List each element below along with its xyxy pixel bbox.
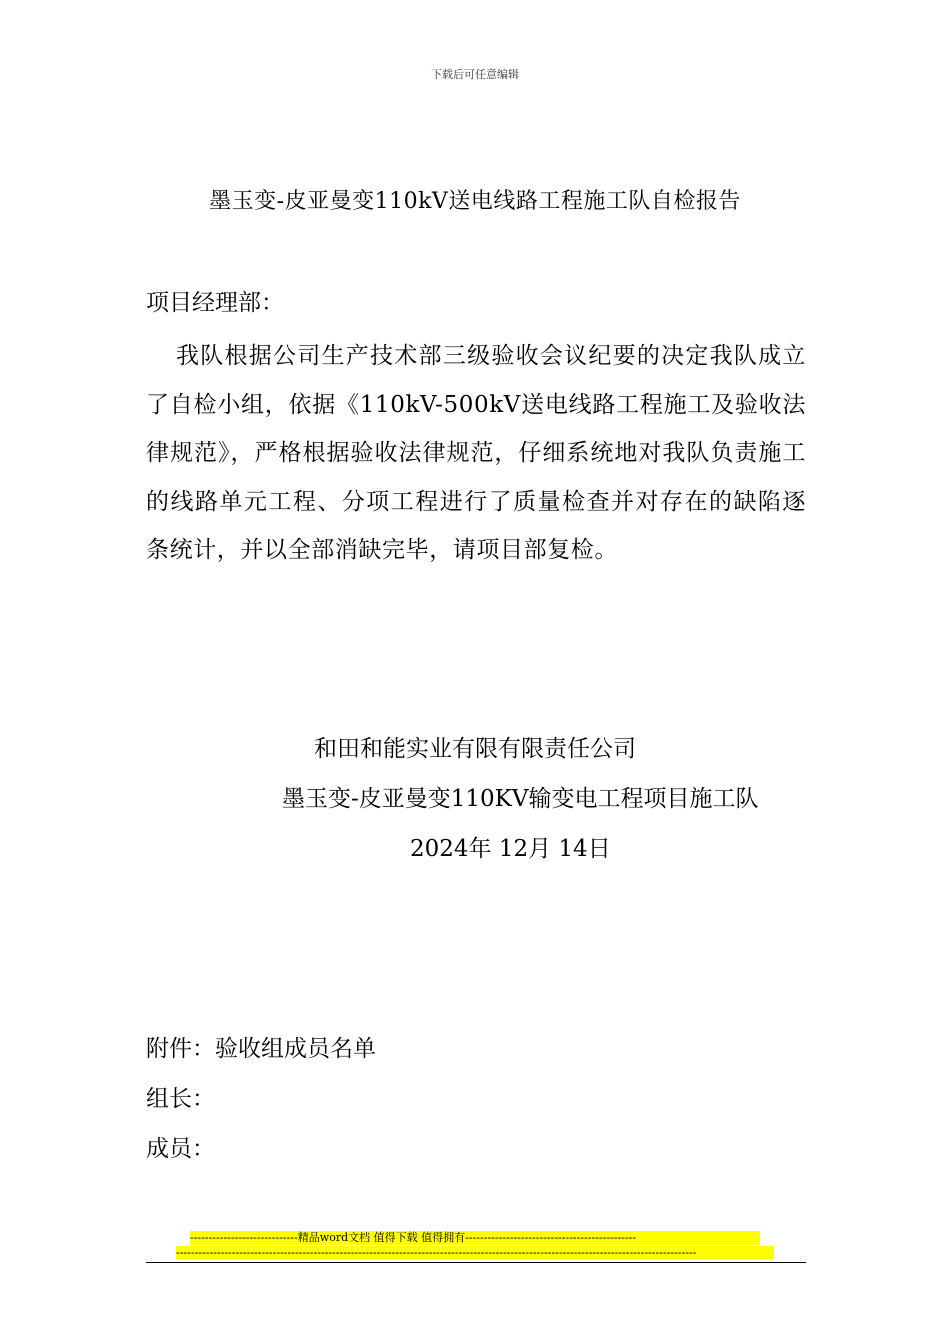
attachment-title: 附件：验收组成员名单	[146, 1036, 376, 1062]
attachment-members-label: 成员：	[146, 1136, 215, 1162]
signature-date: 2024年 12月 14日	[410, 836, 611, 862]
attachment-leader-label: 组长：	[146, 1086, 215, 1112]
signature-team: 墨玉变-皮亚曼变110KV输变电工程项目施工队	[282, 786, 759, 812]
footer-rule	[146, 1262, 806, 1263]
signature-company: 和田和能实业有限有限责任公司	[314, 736, 636, 762]
footer-banner: -----------------------------精品word文档 值得下载 值得拥有----------------------------------------------	[190, 1231, 760, 1245]
document-title: 墨玉变-皮亚曼变110kV送电线路工程施工队自检报告	[209, 189, 741, 214]
salutation: 项目经理部：	[146, 290, 284, 316]
footer-dashes: --------------------------------------------------------------------------------------------------------------------------------------------	[176, 1246, 774, 1259]
header-note: 下载后可任意编辑	[431, 68, 519, 81]
body-paragraph: 我队根据公司生产技术部三级验收会议纪要的决定我队成立了自检小组，依据《110kV-500kV送电线路工程施工及验收法律规范》，严格根据验收法律规范，仔细系统地对我队负责施工的线路单元工程、分项工程进行了质量检查并对存在的缺陷逐条统计，并以全部消缺完毕，请项目部复检。	[146, 343, 806, 563]
